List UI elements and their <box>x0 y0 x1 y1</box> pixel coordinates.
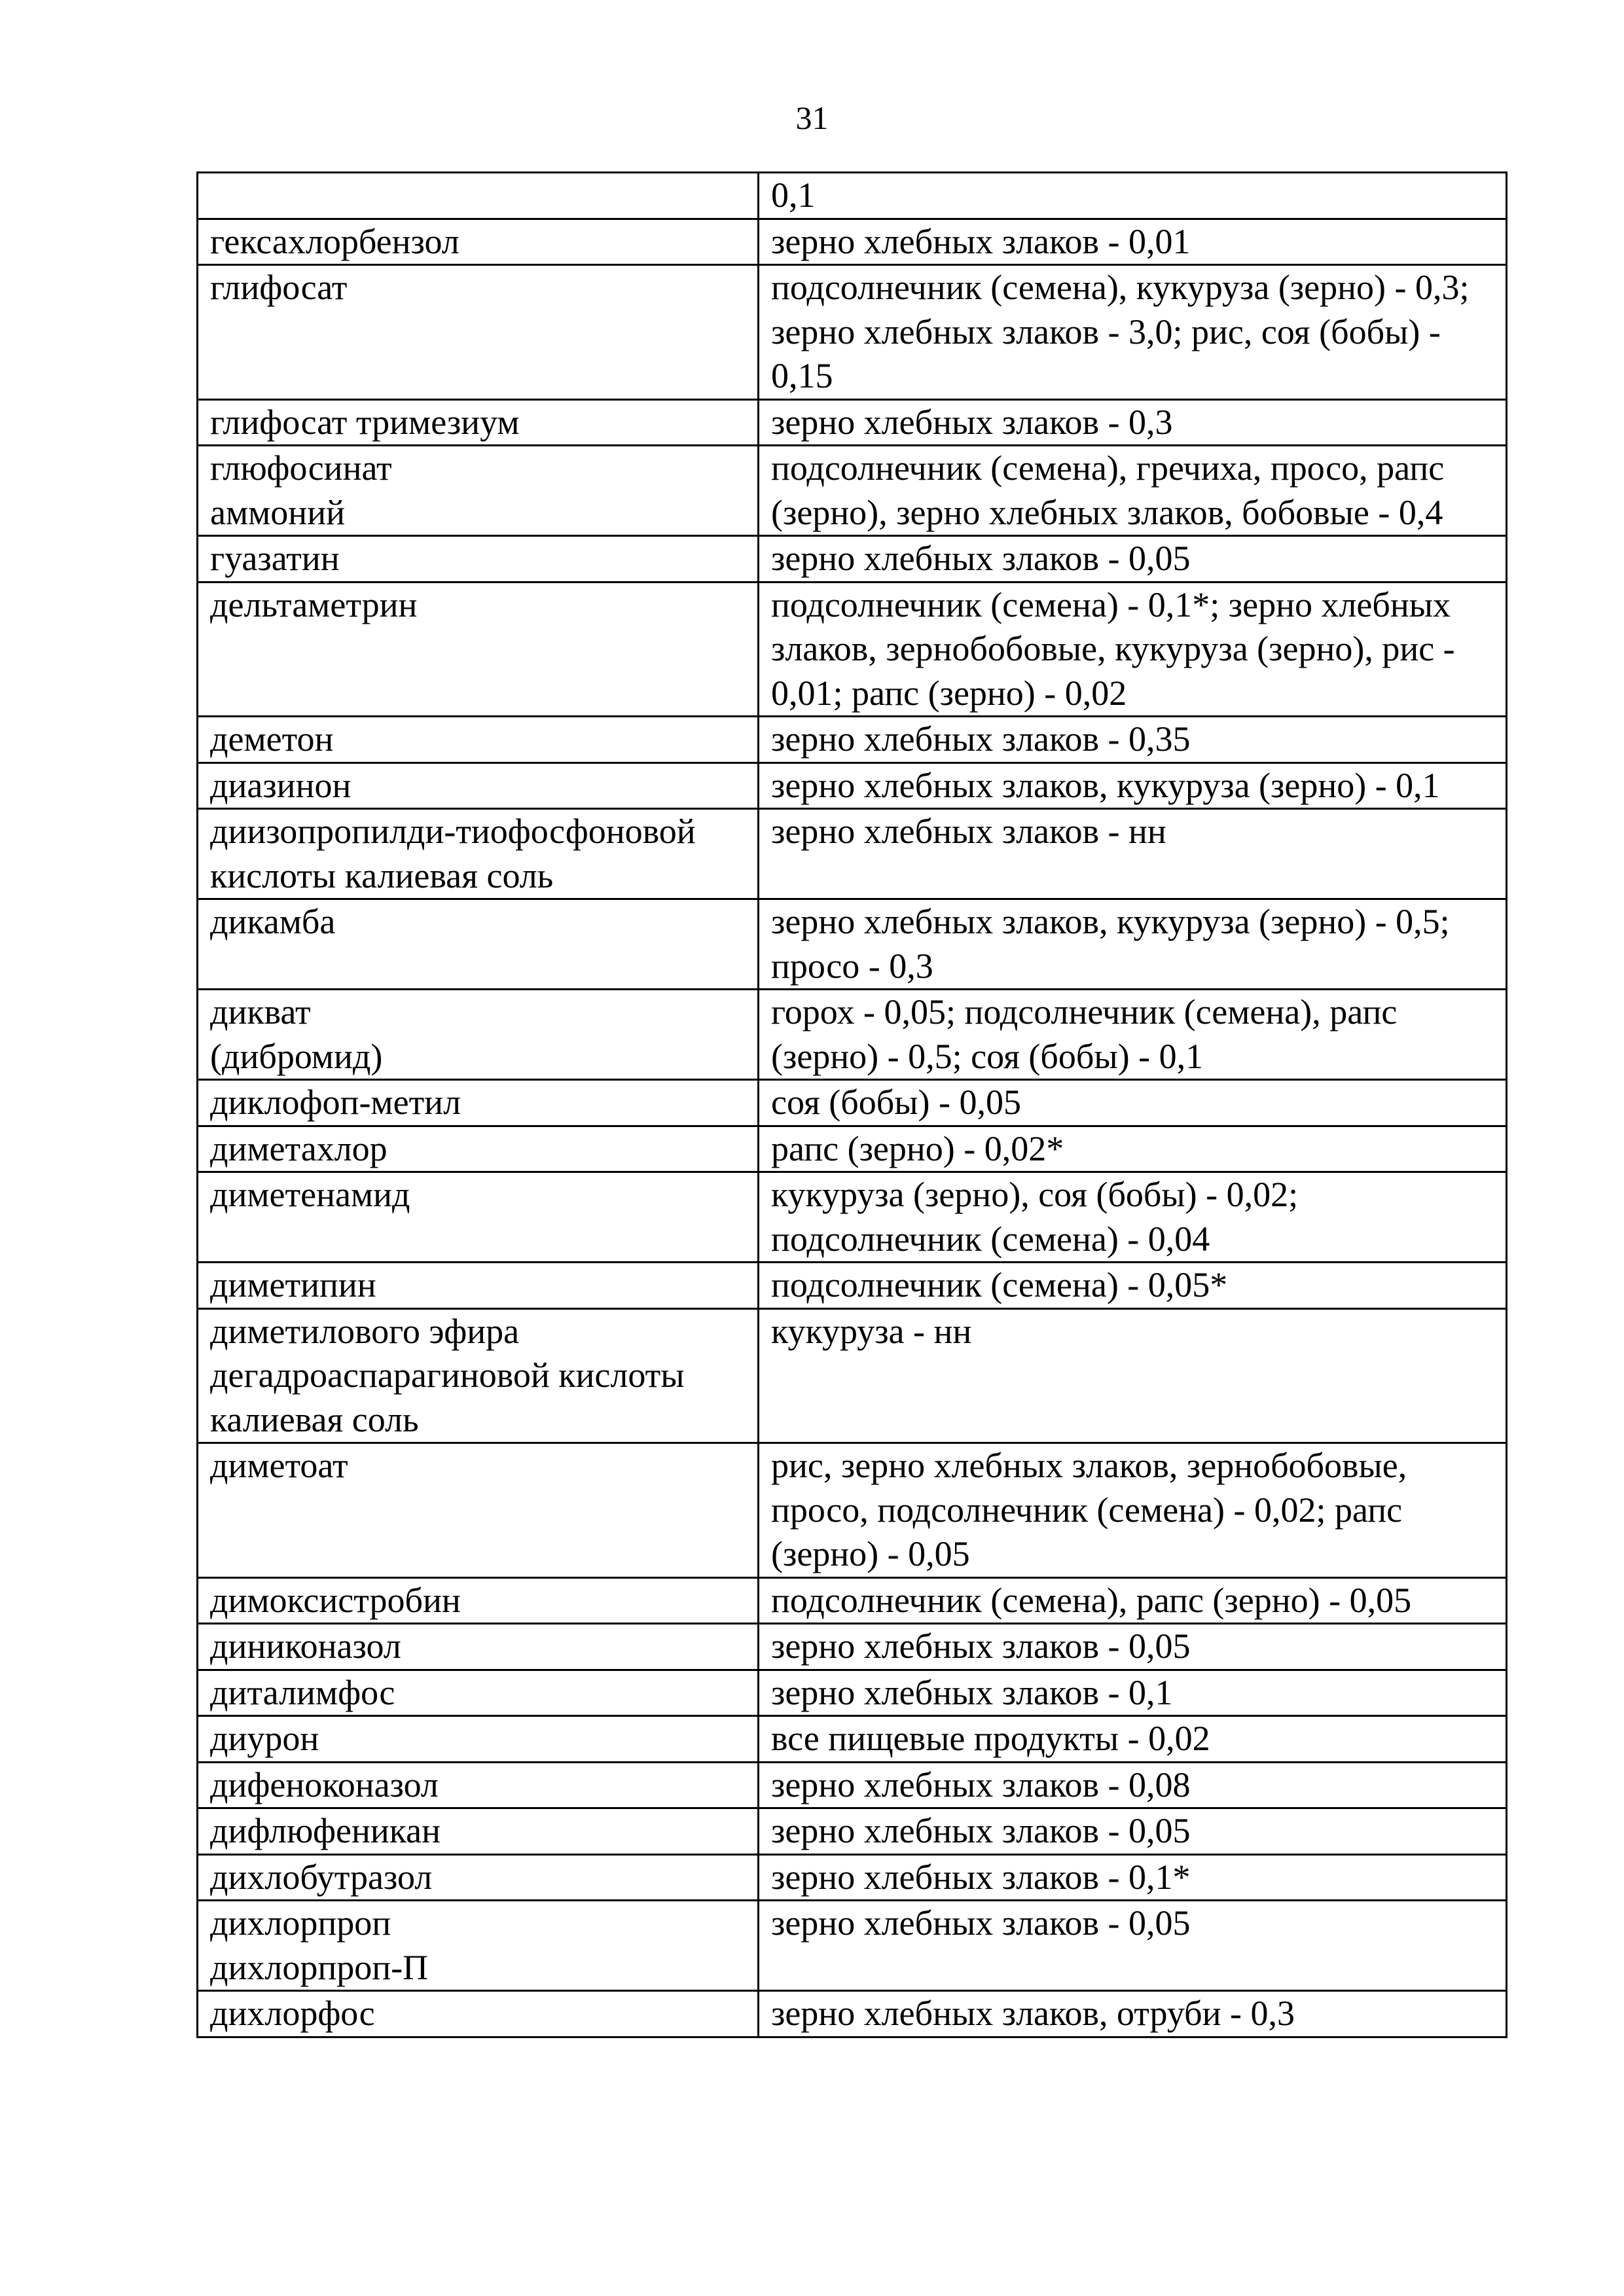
residue-limit-cell: кукуруза - нн <box>759 1308 1507 1443</box>
substance-cell: дихлорпроп дихлорпроп-П <box>198 1901 759 1991</box>
page-number: 31 <box>795 99 829 136</box>
table-body <box>198 173 1507 2037</box>
residue-limit-cell: 0,1 <box>759 173 1507 219</box>
residue-limit-cell: зерно хлебных злаков - 0,05 <box>759 1901 1507 1991</box>
residue-limit-cell: зерно хлебных злаков - 0,08 <box>759 1762 1507 1808</box>
table-row <box>198 762 1507 809</box>
table-row <box>198 1762 1507 1808</box>
table-row <box>198 1716 1507 1763</box>
substance-cell: гексахлорбензол <box>198 219 759 265</box>
residue-limit-cell: все пищевые продукты - 0,02 <box>759 1716 1507 1763</box>
substance-cell: глифосат тримезиум <box>198 399 759 446</box>
table-row <box>198 399 1507 446</box>
table-row <box>198 1808 1507 1855</box>
residue-limit-cell: кукуруза (зерно), соя (бобы) - 0,02; подсолнечник (семена) - 0,04 <box>759 1172 1507 1263</box>
substance-cell: диурон <box>198 1716 759 1763</box>
table-row <box>198 1443 1507 1578</box>
substance-cell: дельтаметрин <box>198 582 759 717</box>
residue-limit-cell: зерно хлебных злаков, кукуруза (зерно) - 0,5; просо - 0,3 <box>759 899 1507 990</box>
residue-limit-cell: зерно хлебных злаков - 0,05 <box>759 1808 1507 1855</box>
residue-limit-cell: зерно хлебных злаков - 0,05 <box>759 536 1507 583</box>
table-row <box>198 1991 1507 2037</box>
residue-limit-cell: подсолнечник (семена) - 0,05* <box>759 1263 1507 1309</box>
substance-cell: глифосат <box>198 265 759 400</box>
residue-limit-cell: подсолнечник (семена), кукуруза (зерно) - 0,3; зерно хлебных злаков - 3,0; рис, соя (бобы) - 0,15 <box>759 265 1507 400</box>
substance-cell: диклофоп-метил <box>198 1080 759 1126</box>
substance-cell <box>198 173 759 219</box>
substance-cell: диметахлор <box>198 1126 759 1172</box>
substance-cell: диметенамид <box>198 1172 759 1263</box>
table-row <box>198 582 1507 717</box>
residue-limit-cell: зерно хлебных злаков - нн <box>759 809 1507 899</box>
residue-limit-cell: подсолнечник (семена), гречиха, просо, рапс (зерно), зерно хлебных злаков, бобовые - 0,4 <box>759 446 1507 536</box>
table-row <box>198 1670 1507 1716</box>
table-row <box>198 265 1507 400</box>
residue-limit-cell: зерно хлебных злаков, отруби - 0,3 <box>759 1991 1507 2037</box>
residue-limit-cell: подсолнечник (семена) - 0,1*; зерно хлебных злаков, зернобобовые, кукуруза (зерно), рис - 0,01; рапс (зерно) - 0,02 <box>759 582 1507 717</box>
substance-cell: дихлобутразол <box>198 1854 759 1901</box>
table-row <box>198 1080 1507 1126</box>
residue-limit-cell: рис, зерно хлебных злаков, зернобобовые, просо, подсолнечник (семена) - 0,02; рапс (зерно) - 0,05 <box>759 1443 1507 1578</box>
pesticide-residue-table <box>196 171 1507 2038</box>
table-row <box>198 1624 1507 1670</box>
substance-cell: димоксистробин <box>198 1577 759 1624</box>
residue-limit-cell: зерно хлебных злаков - 0,1 <box>759 1670 1507 1716</box>
substance-cell: дикват (дибромид) <box>198 990 759 1080</box>
residue-limit-cell: подсолнечник (семена), рапс (зерно) - 0,05 <box>759 1577 1507 1624</box>
table-row <box>198 1577 1507 1624</box>
table-row <box>198 1263 1507 1309</box>
substance-cell: диметоат <box>198 1443 759 1578</box>
substance-cell: деметон <box>198 717 759 763</box>
table-row <box>198 1854 1507 1901</box>
residue-limit-cell: зерно хлебных злаков - 0,35 <box>759 717 1507 763</box>
table-row <box>198 809 1507 899</box>
residue-limit-cell: зерно хлебных злаков - 0,05 <box>759 1624 1507 1670</box>
residue-limit-cell: соя (бобы) - 0,05 <box>759 1080 1507 1126</box>
residue-limit-cell: зерно хлебных злаков - 0,3 <box>759 399 1507 446</box>
substance-cell: диметипин <box>198 1263 759 1309</box>
table-row <box>198 1308 1507 1443</box>
substance-cell: диизопропилди-тиофосфоновой кислоты калиевая соль <box>198 809 759 899</box>
residue-limit-cell: рапс (зерно) - 0,02* <box>759 1126 1507 1172</box>
table-row <box>198 717 1507 763</box>
substance-cell: диталимфос <box>198 1670 759 1716</box>
substance-cell: дифлюфеникан <box>198 1808 759 1855</box>
substance-cell: диметилового эфира дегадроаспарагиновой кислоты калиевая соль <box>198 1308 759 1443</box>
table-row <box>198 990 1507 1080</box>
substance-cell: дихлорфос <box>198 1991 759 2037</box>
table-row <box>198 173 1507 219</box>
substance-cell: гуазатин <box>198 536 759 583</box>
table-row <box>198 1172 1507 1263</box>
table-row <box>198 1901 1507 1991</box>
substance-cell: дифеноконазол <box>198 1762 759 1808</box>
table-row <box>198 536 1507 583</box>
residue-limit-cell: зерно хлебных злаков - 0,1* <box>759 1854 1507 1901</box>
substance-cell: диниконазол <box>198 1624 759 1670</box>
table-row <box>198 446 1507 536</box>
residue-limit-cell: горох - 0,05; подсолнечник (семена), рапс (зерно) - 0,5; соя (бобы) - 0,1 <box>759 990 1507 1080</box>
table-row <box>198 899 1507 990</box>
substance-cell: диазинон <box>198 762 759 809</box>
table-row <box>198 1126 1507 1172</box>
substance-cell: глюфосинат аммоний <box>198 446 759 536</box>
table-row <box>198 219 1507 265</box>
substance-cell: дикамба <box>198 899 759 990</box>
residue-limit-cell: зерно хлебных злаков, кукуруза (зерно) - 0,1 <box>759 762 1507 809</box>
residue-limit-cell: зерно хлебных злаков - 0,01 <box>759 219 1507 265</box>
